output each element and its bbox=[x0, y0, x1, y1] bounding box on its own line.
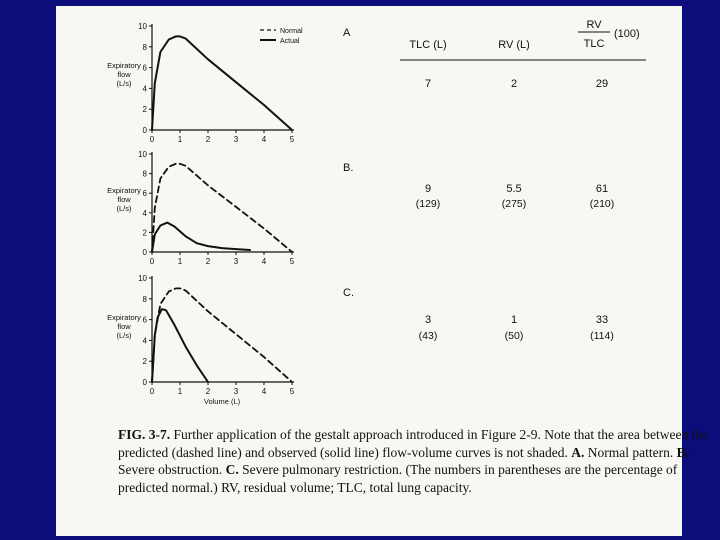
row-c-rv-pct: (50) bbox=[504, 330, 524, 342]
row-b-rv-pct: (275) bbox=[501, 198, 527, 210]
caption-label-a: A. bbox=[571, 444, 585, 460]
panel-c-xtick-label: 4 bbox=[261, 387, 267, 396]
panel-a-y-axis-label: flow bbox=[117, 70, 131, 79]
panel-b-xtick-label: 2 bbox=[205, 257, 211, 266]
panel-b-ytick-label: 10 bbox=[138, 150, 147, 159]
row-c-ratio: 33 bbox=[595, 314, 609, 326]
panel-a-label: A bbox=[343, 27, 351, 39]
row-b-ratio: 61 bbox=[595, 183, 609, 195]
panel-b-y-axis-label: Expiratory bbox=[107, 186, 141, 195]
panel-b-xtick-label: 3 bbox=[233, 257, 239, 266]
panel-c-y-axis-label: (L/s) bbox=[116, 331, 132, 340]
panel-a-ytick-label: 0 bbox=[142, 126, 147, 135]
panel-c-ytick-label: 0 bbox=[142, 378, 147, 387]
header-ratio-denominator: TLC bbox=[583, 38, 605, 50]
panel-a-xtick-label: 4 bbox=[261, 135, 267, 144]
panel-c-xtick-label: 3 bbox=[233, 387, 239, 396]
caption-text-4: Severe pulmonary restriction. (The numbers in parentheses are the percentage of predicted normal.) RV, residual volume; TLC, total lung capacity. bbox=[118, 462, 678, 495]
panel-a-xtick-label: 1 bbox=[177, 135, 183, 144]
panel-c-xtick-label: 5 bbox=[289, 387, 295, 396]
panel-a-xtick-label: 2 bbox=[205, 135, 211, 144]
panel-c-actual-curve bbox=[152, 309, 208, 382]
panel-b-ytick-label: 8 bbox=[142, 169, 147, 179]
panel-b-label: B. bbox=[343, 162, 354, 174]
panel-a-ytick-label: 6 bbox=[142, 63, 147, 73]
header-tlc: TLC (L) bbox=[409, 39, 447, 51]
panel-c-ytick-label: 10 bbox=[138, 274, 147, 283]
panel-b-xtick-label: 0 bbox=[149, 257, 155, 266]
panel-c-ytick-label: 6 bbox=[142, 315, 147, 325]
panel-b-chart bbox=[107, 150, 295, 266]
panel-a-xtick-label: 5 bbox=[289, 135, 295, 144]
panel-a-xtick-label: 0 bbox=[149, 135, 155, 144]
caption-text-2: Normal pattern. bbox=[584, 444, 677, 460]
panel-c-xtick-label: 0 bbox=[149, 387, 155, 396]
row-c-rv: 1 bbox=[510, 314, 518, 326]
panel-b-ytick-label: 0 bbox=[142, 248, 147, 257]
panel-b-y-axis-label: (L/s) bbox=[116, 204, 132, 213]
row-b-tlc-pct: (129) bbox=[415, 198, 441, 210]
caption-label-b: B. bbox=[676, 444, 689, 460]
panel-b-xtick-label: 5 bbox=[289, 257, 295, 266]
panel-a-ytick-label: 10 bbox=[138, 22, 147, 31]
caption-text-1: Further application of the gestalt approach introduced in Figure 2-9. Note that the area between the predicted (dashed line) and observed (solid line) flow-volume curves is not shaded. bbox=[118, 427, 709, 460]
row-a-tlc: 7 bbox=[424, 78, 432, 90]
caption-text-3: Severe obstruction. bbox=[118, 462, 226, 477]
row-c-tlc: 3 bbox=[424, 314, 432, 326]
panel-b-xtick-label: 1 bbox=[177, 257, 183, 266]
panel-b-xtick-label: 4 bbox=[261, 257, 267, 266]
panel-c-xtick-label: 1 bbox=[177, 387, 183, 396]
panel-a-y-axis-label: Expiratory bbox=[107, 61, 141, 70]
panel-b-ytick-label: 2 bbox=[142, 228, 147, 238]
panel-a-xtick-label: 3 bbox=[233, 135, 239, 144]
figure-caption bbox=[118, 426, 718, 496]
header-rv: RV (L) bbox=[498, 39, 530, 51]
panel-b-actual-curve bbox=[152, 223, 250, 252]
row-b-ratio-pct: (210) bbox=[589, 198, 615, 210]
figure-canvas bbox=[56, 6, 682, 416]
row-a-ratio: 29 bbox=[595, 78, 609, 90]
panel-a-ytick-label: 4 bbox=[142, 84, 147, 94]
panel-a-ytick-label: 2 bbox=[142, 105, 147, 115]
header-ratio-multiplier: (100) bbox=[614, 28, 640, 40]
row-b-tlc: 9 bbox=[424, 183, 432, 195]
legend-actual-label: Actual bbox=[280, 38, 300, 45]
caption-label-c: C. bbox=[225, 462, 239, 477]
panel-b-normal-curve bbox=[152, 164, 292, 252]
panel-a-y-axis-label: (L/s) bbox=[116, 79, 132, 88]
panel-c-xtick-label: 2 bbox=[205, 387, 211, 396]
panel-a-ytick-label: 8 bbox=[142, 42, 147, 52]
figure-slide bbox=[56, 6, 709, 536]
chart-panels bbox=[107, 22, 295, 396]
panel-c-chart bbox=[107, 274, 295, 396]
panel-c-ytick-label: 8 bbox=[142, 294, 147, 304]
row-c-ratio-pct: (114) bbox=[590, 330, 614, 342]
panel-c-y-axis-label: Expiratory bbox=[107, 313, 141, 322]
row-a-rv: 2 bbox=[510, 78, 518, 90]
legend-normal-label: Normal bbox=[280, 28, 303, 35]
panel-b-ytick-label: 6 bbox=[142, 189, 147, 199]
panel-c-ytick-label: 4 bbox=[142, 336, 147, 346]
x-axis-label: Volume (L) bbox=[203, 397, 241, 406]
caption-fig-label: FIG. 3-7. bbox=[118, 427, 171, 442]
header-ratio-numerator: RV bbox=[586, 19, 602, 31]
panel-a-actual-curve bbox=[152, 36, 292, 130]
panel-c-ytick-label: 2 bbox=[142, 357, 147, 367]
panel-c-label: C. bbox=[343, 287, 354, 299]
row-b-rv: 5.5 bbox=[506, 183, 522, 195]
panel-c-normal-curve bbox=[152, 288, 292, 382]
panel-c-y-axis-label: flow bbox=[117, 322, 131, 331]
panel-b-y-axis-label: flow bbox=[117, 195, 131, 204]
panel-b-ytick-label: 4 bbox=[142, 208, 147, 218]
row-c-tlc-pct: (43) bbox=[418, 330, 438, 342]
